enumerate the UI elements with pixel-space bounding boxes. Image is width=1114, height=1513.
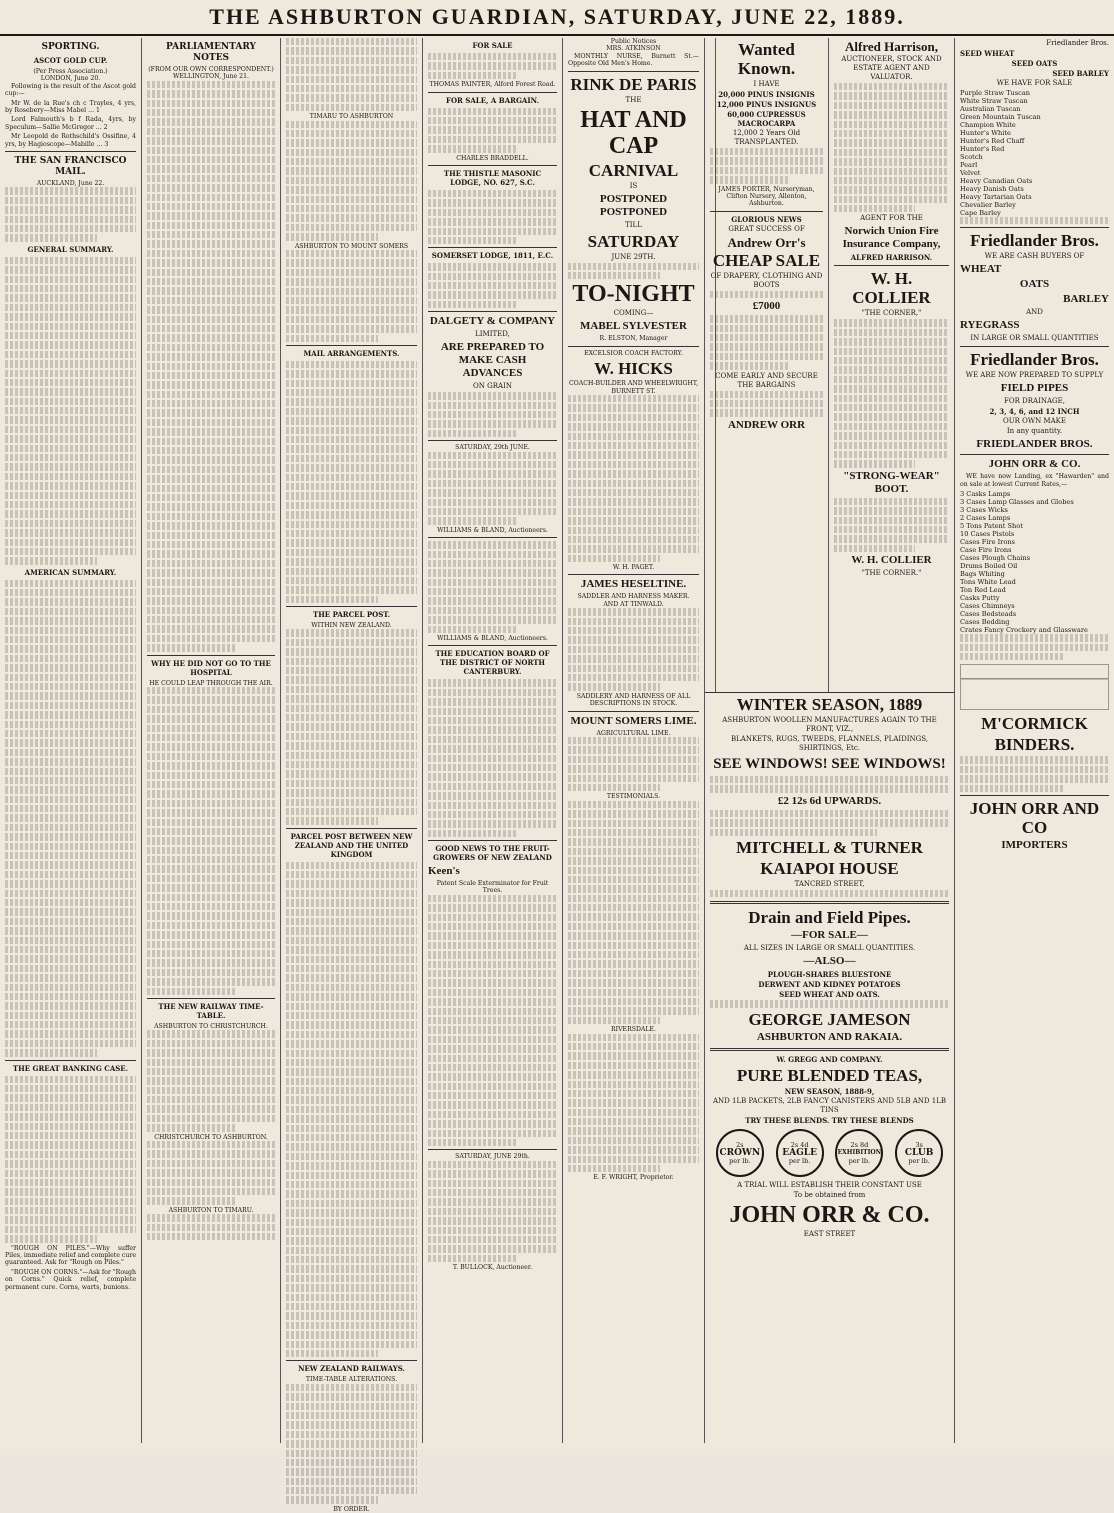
mccormick: M'CORMICK [981,714,1088,734]
all-sizes: ALL SIZES IN LARGE OR SMALL QUANTITIES. [743,944,916,953]
saddler-line: SADDLER AND HARNESS MAKER. [577,593,690,601]
for-drainage: FOR DRAINAGE, [1004,397,1065,406]
london-dateline: LONDON, June 20. [40,75,101,83]
wanted-known: Wanted Known. [737,40,796,78]
crate-list-item: Casks Putty [960,594,1000,603]
seed-list-item: Heavy Tartarian Oats [960,193,1032,201]
ash-chch-heading: ASHBURTON TO CHRISTCHURCH. [154,1022,268,1030]
oats: OATS [1019,278,1050,291]
exhibition-seal: 2s 8d EXHIBITION per lb. [835,1129,883,1177]
column-8 [955,38,1114,1443]
george-jameson: GEORGE JAMESON [748,1009,911,1029]
great-success: GREAT SUCCESS OF [728,224,805,233]
wheat: WHEAT [960,263,1002,276]
try-blends: TRY THESE BLENDS. TRY THESE BLENDS [745,1115,914,1125]
gold-cup-heading: ASCOT GOLD CUP. [33,56,108,65]
column-sporting [0,38,142,1443]
crates-list [960,490,1109,634]
pinus-20000: 20,000 PINUS INSIGNIS [718,90,815,99]
crate-list-item: Cases Fire Irons [960,538,1015,547]
elston-manager: R. ELSTON, Manager [599,335,668,343]
dalgety-limited: LIMITED, [475,330,510,339]
wright-sig: E. F. WRIGHT, Proprietor. [593,1174,674,1182]
nurse-notice: MONTHLY NURSE, Burnett St.—Opposite Old Men's Home. [568,52,699,68]
kaiapoi-house: KAIAPOI HOUSE [760,858,899,878]
drain-field-pipes: Drain and Field Pipes. [748,908,911,928]
crate-list-item: Cases Bedsteads [960,610,1017,619]
auctioneer-line: AUCTIONEER, STOCK AND ESTATE AGENT AND VALUATOR. [841,55,942,81]
wellington-dateline: WELLINGTON, June 21. [173,73,249,81]
gregg-company: W. GREGG AND COMPANY. [776,1054,883,1064]
crate-list-item: 3 Cases Wicks [960,506,1008,515]
mt-somers-heading: ASHBURTON TO MOUNT SOMERS [294,242,409,250]
cheap-sale: CHEAP SALE [712,250,821,270]
bargain-heading: FOR SALE, A BARGAIN. [445,95,540,105]
crate-list-item: Bags Whiting [960,570,1005,579]
is-word: IS [629,181,638,190]
paget-sig: W. H. PAGET. [612,564,655,572]
see-windows: SEE WINDOWS! SEE WINDOWS! [713,756,946,772]
two-years-old: 12,000 2 Years Old TRANSPLANTED. [732,129,801,146]
also-line: —ALSO— [803,955,856,968]
tinwald-line: AND AT TINWALD. [603,600,664,608]
dalgety-heading: DALGETY & COMPANY [429,315,556,328]
cupressus: 60,000 CUPRESSUS MACROCARPA [727,110,806,128]
crate-list-item: 3 Cases Lamp Glasses and Globes [960,498,1074,507]
seed-list-item: Australian Tuscan [960,105,1021,113]
drapery-line: OF DRAPERY, CLOTHING AND BOOTS [710,271,823,289]
hat-and-cap: HAT AND CAP [580,106,687,159]
race-result-3: Mr Leopold de Rothschild's Ossifine, 4 yrs, by Hagioscope—Mabille ... 3 [5,133,136,148]
glorious-news: GLORIOUS NEWS [731,214,802,224]
cash-advances: ARE PREPARED TO MAKE CASH ADVANCES [440,341,545,380]
crate-list-item: Ton Red Lead [960,586,1006,595]
column-railway-mail [281,38,423,1513]
seed-list-item: Cape Barley [960,209,1001,217]
new-season: NEW SEASON, 1888-9, [784,1086,875,1096]
seed-wheat-oats: SEED WHEAT AND OATS. [779,990,880,1000]
race-intro: Following is the result of the Ascot gold cup:— [5,82,136,98]
crate-list-item: Crates Fancy Crockery and Glassware [960,626,1088,635]
hospital-heading: WHY HE DID NOT GO TO THE HOSPITAL [151,658,271,677]
prepared-supply: WE ARE NOW PREPARED TO SUPPLY [965,371,1104,380]
heseltine-heading: JAMES HESELTINE. [580,578,687,591]
pure-blended-teas: PURE BLENDED TEAS, [736,1065,923,1085]
east-street: EAST STREET [803,1229,856,1238]
saddlery-line: SADDLERY AND HARNESS OF ALL DESCRIPTIONS IN STOCK. [576,692,691,708]
friedlander-1: Friedlander Bros. [970,231,1099,251]
eagle-seal: 2s 4d EAGLE per lb. [776,1129,824,1177]
john-orr-heading: JOHN ORR & CO. [988,458,1081,471]
tea-seals [710,1129,949,1177]
for-sale-heading: FOR SALE [472,41,513,50]
column-parliamentary [142,38,281,1443]
the-word: THE [625,95,642,104]
parliamentary-heading: PARLIAMENTARY NOTES [166,42,256,63]
and-word: AND [1026,308,1043,317]
seed-list-item: Hunter's Red Chaff [960,137,1025,145]
parliamentary-sub: (FROM OUR OWN CORRESPONDENT.) [148,66,274,73]
painter-sig: THOMAS PAINTER, Alford Forest Road. [429,81,556,89]
crown-seal: 2s CROWN per lb. [716,1129,764,1177]
club-seal: 3s CLUB per lb. [895,1129,943,1177]
crate-list-item: 2 Cases Lamps [960,514,1011,523]
agent-for: AGENT FOR THE [860,214,923,223]
crate-list-item: 5 Tons Patent Shot [960,522,1023,531]
june-29-heading: SATURDAY, JUNE 29th. [455,1153,530,1161]
seed-barley: SEED BARLEY [1052,69,1109,78]
barley: BARLEY [1063,293,1109,306]
quantities: IN LARGE OR SMALL QUANTITIES [970,334,1099,343]
seed-list-item: Hunter's White [960,129,1011,137]
saturday: SATURDAY [587,231,680,251]
woollen-line: ASHBURTON WOOLLEN MANUFACTURES AGAIN TO THE FRONT, VIZ., [722,716,937,733]
grain-line: ON GRAIN [473,382,512,391]
column-for-sale [423,38,563,1443]
wh-collier-2: W. H. COLLIER [851,554,932,567]
andrew-orr-sig: ANDREW ORR [727,418,806,431]
seed-list [960,89,1109,217]
crate-list-item: Cases Bedding [960,618,1010,627]
keens-brand: Keen's [428,865,460,878]
bullock-sig: T. BULLOCK, Auctioneer. [452,1264,533,1272]
any-quantity: In any quantity. [1006,427,1063,436]
masthead-title: THE ASHBURTON GUARDIAN, SATURDAY, JUNE 22, 1889. [209,4,905,29]
derwent-potatoes: DERWENT AND KIDNEY POTATOES [758,980,901,990]
packets-line: AND 1LB PACKETS, 2LB FANCY CANISTERS AND 5LB AND 1LB TINS [713,1096,946,1114]
seed-list-item: Green Mountain Tuscan [960,113,1041,121]
own-make: OUR OWN MAKE [1003,417,1066,426]
crate-list-item: Drums Boiled Oil [960,562,1018,571]
friedlander-2: Friedlander Bros. [970,350,1099,370]
amount-7000: £7000 [752,300,781,313]
seed-list-item: White Straw Tuscan [960,97,1028,105]
mt-somers-lime: MOUNT SOMERS LIME. [570,714,697,727]
ryegrass: RYEGRASS [960,319,1020,332]
coming: COMING— [613,309,654,318]
sf-mail-heading: THE SAN FRANCISCO MAIL. [14,156,127,178]
landing-notice: WE have now Landing, ex "Hawarden" and on sale at lowest Current Rates,— [960,473,1109,488]
for-sale-band: —FOR SALE— [791,929,868,942]
ash-timaru-heading: ASHBURTON TO TIMARU. [168,1206,254,1214]
seed-list-item: Hunter's Red [960,145,1005,153]
binder-engraving [960,664,1109,710]
alfred-harrison: Alfred Harrison, [845,39,938,54]
mail-heading: MAIL ARRANGEMENTS. [303,348,400,358]
seed-list-item: Chevalier Barley [960,201,1016,209]
andrew-orrs: Andrew Orr's [727,234,806,250]
friedlander-3: FRIEDLANDER BROS. [976,438,1093,451]
race-result-1: Mr W. de la Rue's ch c Trayles, 4 yrs, by Rosebery—Miss Mabel ... 1 [5,99,136,115]
upwards-line: £2 12s 6d UPWARDS. [777,794,882,807]
column-rink [563,38,705,1443]
have-for-sale: WE HAVE FOR SALE [996,79,1073,87]
tancred-street: TANCRED STREET, [794,879,865,888]
carnival: CARNIVAL [588,160,679,180]
binders: BINDERS. [994,735,1075,755]
plough-shares: PLOUGH-SHARES BLUESTONE [767,970,892,980]
testimonials-heading: TESTIMONIALS. [606,793,661,801]
atkinson-name: MRS. ATKINSON [606,45,661,53]
crate-list-item: Cases Chimneys [960,602,1015,611]
seed-oats: SEED OATS [1011,59,1058,68]
ashburton-rakaia: ASHBURTON AND RAKAIA. [756,1030,903,1043]
keens-sub: Patent Scale Exterminator for Fruit Trees. [436,880,549,895]
fruit-growers-heading: GOOD NEWS TO THE FRUIT-GROWERS OF NEW ZEALAND [433,844,552,863]
mitchell-turner: MITCHELL & TURNER [736,837,923,857]
education-heading: THE EDUCATION BOARD OF THE DISTRICT OF NORTH CANTERBURY. [435,649,550,677]
public-notices: Public Notices [610,38,657,45]
come-early: COME EARLY AND SECURE THE BARGAINS [715,371,818,389]
masthead [0,0,1114,36]
railways-heading: NEW ZEALAND RAILWAYS. [298,1364,405,1374]
parcel-sub: WITHIN NEW ZEALAND. [311,622,392,630]
cash-buyers: WE ARE CASH BUYERS OF [984,252,1085,261]
coach-builder: COACH-BUILDER AND WHEELWRIGHT, BURNETT ST. [568,380,699,395]
to-night: TO-NIGHT [572,281,695,308]
braddell-sig: CHARLES BRADDELL. [456,154,529,162]
timaru-ash-heading: TIMARU TO ASHBURTON [309,113,394,121]
strong-wear: "STRONG-WEAR" BOOT. [843,469,940,495]
friedlander-top: Friedlander Bros. [1046,39,1109,47]
rough-on-piles-ad: "ROUGH ON PILES."—Why suffer Piles, immediate relief and complete cure guaranteed. Ask for "Rough on Piles." [5,1244,136,1267]
banking-case-heading: THE GREAT BANKING CASE. [12,1063,129,1073]
by-order: BY ORDER. [333,1505,370,1513]
crate-list-item: Cases Plough Chains [960,554,1031,563]
i-have: I HAVE [753,80,780,88]
seed-list-item: Scotch [960,153,983,161]
hicks-name: W. HICKS [594,359,673,379]
till-word: TILL [625,220,642,229]
race-result-2: Lord Falmouth's b f Rada, 4yrs, by Speculum—Sallie McGregor ... 2 [5,116,136,131]
seed-list-item: Heavy Danish Oats [960,185,1024,193]
the-corner-2: "THE CORNER." [861,569,922,578]
rink-de-paris: RINK DE PARIS [570,74,697,94]
railway-timetable-heading: THE NEW RAILWAY TIME-TABLE. [158,1001,264,1020]
crate-list-item: Tons White Lead [960,578,1016,587]
porter-sig: JAMES PORTER, Nurseryman, Clifton Nursery, Allenton, Ashburton. [718,185,815,208]
chch-ash-heading: CHRISTCHURCH TO ASHBURTON. [154,1133,268,1141]
lodge-heading: THE THISTLE MASONIC LODGE, NO. 627, S.C. [443,168,542,187]
seed-list-item: Pearl [960,161,978,169]
the-corner: "THE CORNER," [861,309,922,318]
crate-list-item: 3 Casks Lamps [960,490,1011,499]
blankets-line: BLANKETS, RUGS, TWEEDS, FLANNELS, PLAIDINGS, SHIRTINGS, Etc. [730,735,929,752]
williams-bland-2: WILLIAMS & BLAND, Auctioneers. [437,635,548,643]
winter-season: WINTER SEASON, 1889 [736,695,923,714]
riversdale-heading: RIVERSDALE. [610,1026,656,1034]
norwich-union: Norwich Union Fire Insurance Company, [842,225,941,251]
agricultural-lime: AGRICULTURAL LIME. [596,729,671,737]
seed-wheat: SEED WHEAT [960,49,1015,58]
auckland-dateline: AUCKLAND, June 22. [36,180,105,188]
obtained-from: To be obtained from [793,1190,866,1199]
seed-list-item: Velvet [960,169,981,177]
june-29th: JUNE 29TH. [611,252,656,261]
press-line: (Per Press Association.) [33,68,108,75]
parcel-heading: THE PARCEL POST. [312,610,391,620]
field-pipes: FIELD PIPES [1000,382,1069,395]
parcel-uk-heading: PARCEL POST BETWEEN NEW ZEALAND AND THE UNITED KINGDOM [290,831,413,859]
john-orr-co: JOHN ORR & CO. [729,1201,930,1228]
pipe-sizes: 2, 3, 4, 6, and 12 INCH [989,407,1080,417]
seed-list-item: Heavy Canadian Oats [960,177,1033,185]
crate-list-item: 10 Cases Pistols [960,530,1015,539]
john-orr-and-co: JOHN ORR AND CO [969,798,1100,837]
alterations-heading: TIME-TABLE ALTERATIONS. [305,1376,398,1384]
saturday-29-june: SATURDAY, 29th JUNE. [455,444,530,452]
american-summary-heading: AMERICAN SUMMARY. [24,567,117,577]
crate-list-item: Case Fire Irons [960,546,1012,555]
sporting-heading: SPORTING. [41,42,100,52]
rough-on-corns-ad: "ROUGH ON CORNS."—Ask for "Rough on Corns." Quick relief, complete permanent cure. Corns, warts, bunions. [5,1268,136,1291]
wh-collier: W. H. COLLIER [852,269,931,308]
trial-line: A TRIAL WILL ESTABLISH THEIR CONSTANT USE [737,1180,922,1189]
pinus-12000: 12,000 PINUS INSIGNUS [716,100,817,109]
importers: IMPORTERS [1001,838,1068,851]
mabel-sylvester: MABEL SYLVESTER [580,320,687,333]
general-summary-heading: GENERAL SUMMARY. [27,244,114,254]
wide-ad-band [705,692,955,1443]
seed-list-item: Purple Straw Tuscan [960,89,1031,97]
postponed: POSTPONED POSTPONED [599,192,668,218]
seed-list-item: Champion White [960,121,1016,129]
somerset-heading: SOMERSET LODGE, 1811, E.C. [431,251,554,261]
alfred-harrison-sig: ALFRED HARRISON. [850,253,933,263]
williams-bland-1: WILLIAMS & BLAND, Auctioneers. [437,526,548,534]
hospital-sub: HE COULD LEAP THROUGH THE AIR. [149,679,273,687]
excelsior-heading: EXCELSIOR COACH FACTORY. [584,349,683,357]
